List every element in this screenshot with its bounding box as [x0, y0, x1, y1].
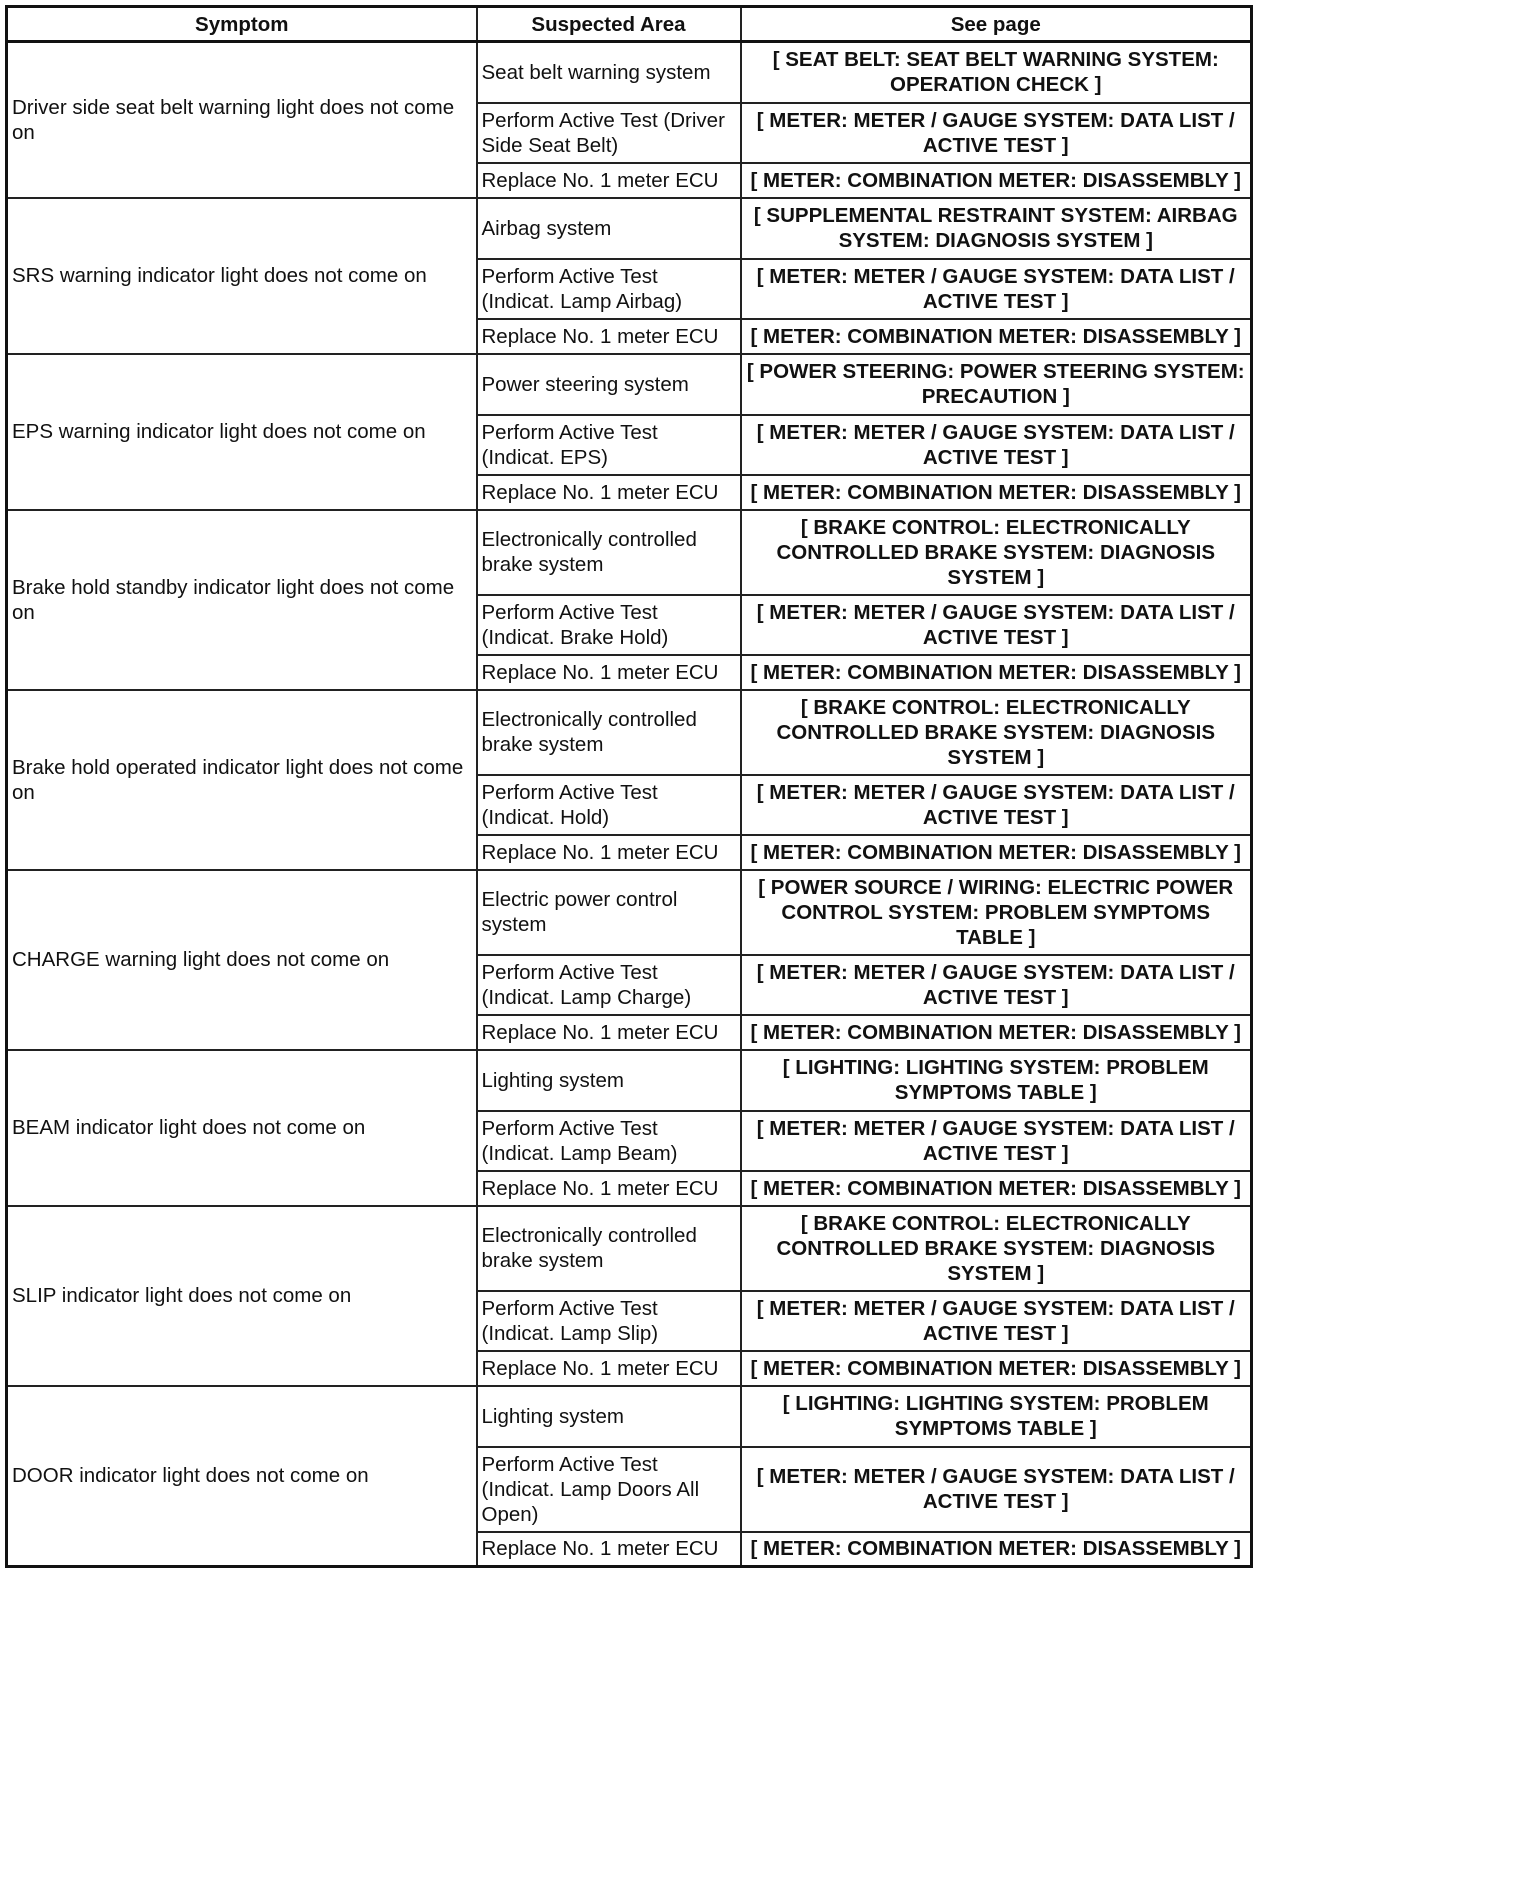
- suspected-area-cell: Perform Active Test (Indicat. Lamp Slip): [477, 1291, 741, 1351]
- symptom-cell: Brake hold standby indicator light does not come on: [7, 510, 477, 690]
- suspected-area-cell: Replace No. 1 meter ECU: [477, 163, 741, 198]
- see-page-link[interactable]: [ POWER STEERING: POWER STEERING SYSTEM: PRECAUTION ]: [741, 354, 1252, 415]
- see-page-link[interactable]: [ METER: METER / GAUGE SYSTEM: DATA LIST / ACTIVE TEST ]: [741, 955, 1252, 1015]
- see-page-link[interactable]: [ BRAKE CONTROL: ELECTRONICALLY CONTROLLED BRAKE SYSTEM: DIAGNOSIS SYSTEM ]: [741, 690, 1252, 775]
- see-page-link[interactable]: [ METER: METER / GAUGE SYSTEM: DATA LIST / ACTIVE TEST ]: [741, 775, 1252, 835]
- table-row: [7, 354, 1252, 415]
- suspected-area-cell: Perform Active Test (Indicat. Brake Hold): [477, 595, 741, 655]
- suspected-area-cell: Perform Active Test (Driver Side Seat Belt): [477, 103, 741, 163]
- suspected-area-cell: Replace No. 1 meter ECU: [477, 319, 741, 354]
- see-page-link[interactable]: [ METER: COMBINATION METER: DISASSEMBLY ]: [741, 1532, 1252, 1567]
- see-page-link[interactable]: [ METER: COMBINATION METER: DISASSEMBLY ]: [741, 1351, 1252, 1386]
- see-page-link[interactable]: [ SUPPLEMENTAL RESTRAINT SYSTEM: AIRBAG SYSTEM: DIAGNOSIS SYSTEM ]: [741, 198, 1252, 259]
- suspected-area-cell: Replace No. 1 meter ECU: [477, 655, 741, 690]
- see-page-link[interactable]: [ METER: COMBINATION METER: DISASSEMBLY ]: [741, 655, 1252, 690]
- suspected-area-cell: Replace No. 1 meter ECU: [477, 1351, 741, 1386]
- table-row: [7, 42, 1252, 103]
- see-page-link[interactable]: [ METER: COMBINATION METER: DISASSEMBLY ]: [741, 1015, 1252, 1050]
- header-suspected-area: Suspected Area: [477, 7, 741, 42]
- suspected-area-cell: Perform Active Test (Indicat. Lamp Charge): [477, 955, 741, 1015]
- see-page-link[interactable]: [ METER: METER / GAUGE SYSTEM: DATA LIST / ACTIVE TEST ]: [741, 103, 1252, 163]
- see-page-link[interactable]: [ METER: COMBINATION METER: DISASSEMBLY ]: [741, 475, 1252, 510]
- suspected-area-cell: Replace No. 1 meter ECU: [477, 1532, 741, 1567]
- suspected-area-cell: Electronically controlled brake system: [477, 1206, 741, 1291]
- see-page-link[interactable]: [ METER: METER / GAUGE SYSTEM: DATA LIST / ACTIVE TEST ]: [741, 415, 1252, 475]
- see-page-link[interactable]: [ METER: COMBINATION METER: DISASSEMBLY ]: [741, 319, 1252, 354]
- table-row: [7, 510, 1252, 595]
- suspected-area-cell: Perform Active Test (Indicat. Hold): [477, 775, 741, 835]
- header-symptom: Symptom: [7, 7, 477, 42]
- see-page-link[interactable]: [ LIGHTING: LIGHTING SYSTEM: PROBLEM SYMPTOMS TABLE ]: [741, 1386, 1252, 1447]
- table-row: [7, 690, 1252, 775]
- suspected-area-cell: Lighting system: [477, 1050, 741, 1111]
- see-page-link[interactable]: [ METER: METER / GAUGE SYSTEM: DATA LIST / ACTIVE TEST ]: [741, 1111, 1252, 1171]
- table-header-row: [7, 7, 1252, 42]
- suspected-area-cell: Electronically controlled brake system: [477, 510, 741, 595]
- symptom-cell: BEAM indicator light does not come on: [7, 1050, 477, 1206]
- table-row: [7, 1386, 1252, 1447]
- suspected-area-cell: Perform Active Test (Indicat. EPS): [477, 415, 741, 475]
- symptom-cell: SLIP indicator light does not come on: [7, 1206, 477, 1386]
- table-body: [7, 42, 1252, 1567]
- table-row: [7, 198, 1252, 259]
- symptom-cell: EPS warning indicator light does not come on: [7, 354, 477, 510]
- suspected-area-cell: Electric power control system: [477, 870, 741, 955]
- symptom-cell: Driver side seat belt warning light does not come on: [7, 42, 477, 198]
- see-page-link[interactable]: [ POWER SOURCE / WIRING: ELECTRIC POWER CONTROL SYSTEM: PROBLEM SYMPTOMS TABLE ]: [741, 870, 1252, 955]
- suspected-area-cell: Perform Active Test (Indicat. Lamp Doors All Open): [477, 1447, 741, 1532]
- see-page-link[interactable]: [ SEAT BELT: SEAT BELT WARNING SYSTEM: OPERATION CHECK ]: [741, 42, 1252, 103]
- see-page-link[interactable]: [ METER: COMBINATION METER: DISASSEMBLY ]: [741, 163, 1252, 198]
- see-page-link[interactable]: [ LIGHTING: LIGHTING SYSTEM: PROBLEM SYMPTOMS TABLE ]: [741, 1050, 1252, 1111]
- see-page-link[interactable]: [ METER: METER / GAUGE SYSTEM: DATA LIST / ACTIVE TEST ]: [741, 1291, 1252, 1351]
- table-row: [7, 870, 1252, 955]
- suspected-area-cell: Perform Active Test (Indicat. Lamp Beam): [477, 1111, 741, 1171]
- suspected-area-cell: Replace No. 1 meter ECU: [477, 1015, 741, 1050]
- symptom-cell: CHARGE warning light does not come on: [7, 870, 477, 1050]
- symptom-cell: Brake hold operated indicator light does not come on: [7, 690, 477, 870]
- see-page-link[interactable]: [ METER: COMBINATION METER: DISASSEMBLY ]: [741, 1171, 1252, 1206]
- suspected-area-cell: Replace No. 1 meter ECU: [477, 1171, 741, 1206]
- see-page-link[interactable]: [ METER: METER / GAUGE SYSTEM: DATA LIST / ACTIVE TEST ]: [741, 595, 1252, 655]
- suspected-area-cell: Lighting system: [477, 1386, 741, 1447]
- see-page-link[interactable]: [ BRAKE CONTROL: ELECTRONICALLY CONTROLLED BRAKE SYSTEM: DIAGNOSIS SYSTEM ]: [741, 1206, 1252, 1291]
- problem-symptoms-table: [5, 5, 1253, 1568]
- table-row: [7, 1206, 1252, 1291]
- symptom-cell: SRS warning indicator light does not come on: [7, 198, 477, 354]
- suspected-area-cell: Airbag system: [477, 198, 741, 259]
- suspected-area-cell: Seat belt warning system: [477, 42, 741, 103]
- header-see-page: See page: [741, 7, 1252, 42]
- suspected-area-cell: Power steering system: [477, 354, 741, 415]
- suspected-area-cell: Replace No. 1 meter ECU: [477, 835, 741, 870]
- suspected-area-cell: Replace No. 1 meter ECU: [477, 475, 741, 510]
- see-page-link[interactable]: [ METER: METER / GAUGE SYSTEM: DATA LIST / ACTIVE TEST ]: [741, 259, 1252, 319]
- suspected-area-cell: Electronically controlled brake system: [477, 690, 741, 775]
- see-page-link[interactable]: [ METER: METER / GAUGE SYSTEM: DATA LIST / ACTIVE TEST ]: [741, 1447, 1252, 1532]
- symptom-cell: DOOR indicator light does not come on: [7, 1386, 477, 1567]
- table-row: [7, 1050, 1252, 1111]
- see-page-link[interactable]: [ BRAKE CONTROL: ELECTRONICALLY CONTROLLED BRAKE SYSTEM: DIAGNOSIS SYSTEM ]: [741, 510, 1252, 595]
- suspected-area-cell: Perform Active Test (Indicat. Lamp Airbag): [477, 259, 741, 319]
- see-page-link[interactable]: [ METER: COMBINATION METER: DISASSEMBLY ]: [741, 835, 1252, 870]
